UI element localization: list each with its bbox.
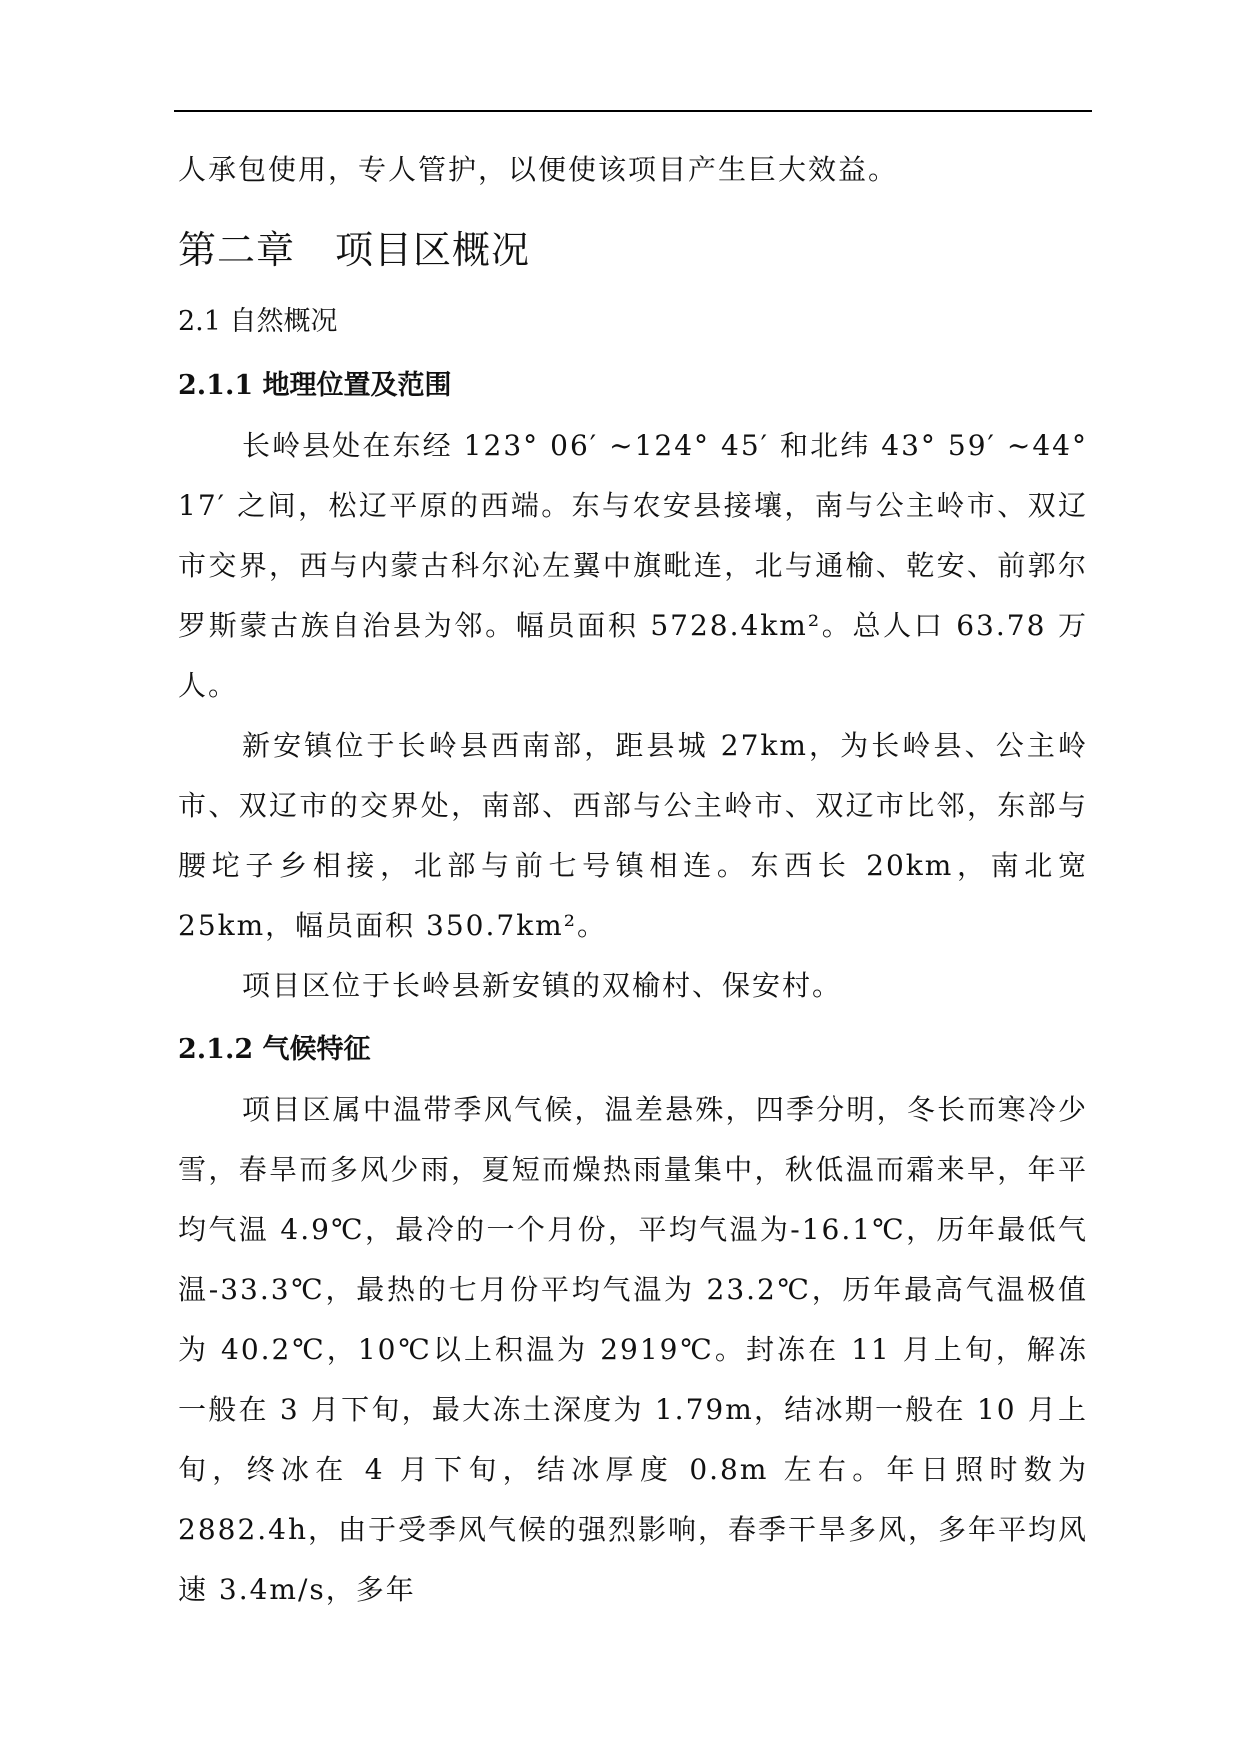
subsection-heading-location: 2.1.1 地理位置及范围	[178, 370, 452, 401]
paragraph-location: 长岭县处在东经 123° 06′ ~124° 45′ 和北纬 43° 59′ ~44° 17′ 之间，松辽平原的西端。东与农安县接壤，南与公主岭市、双辽市交界，西与内蒙古科尔沁左翼中旗毗连，北与通榆、乾安、前郭尔罗斯蒙古族自治县为邻。幅员面积 5728.4km²。总人口 63.78 万人。	[178, 429, 1088, 702]
section-heading: 2.1 自然概况	[178, 306, 338, 337]
continuation-paragraph: 人承包使用，专人管护，以便使该项目产生巨大效益。	[178, 153, 899, 186]
header-rule	[174, 110, 1092, 112]
document-body	[178, 140, 1088, 1620]
chapter-number: 第二章	[178, 228, 296, 272]
paragraph-xinan-town: 新安镇位于长岭县西南部，距县城 27km，为长岭县、公主岭市、双辽市的交界处，南部、西部与公主岭市、双辽市比邻，东部与腰坨子乡相接，北部与前七号镇相连。东西长 20km，南北宽 25km，幅员面积 350.7km²。	[178, 729, 1088, 942]
paragraph-climate: 项目区属中温带季风气候，温差悬殊，四季分明，冬长而寒冷少雪，春旱而多风少雨，夏短而燥热雨量集中，秋低温而霜来早，年平均气温 4.9℃，最冷的一个月份，平均气温为-16.1℃，历年最低气温-33.3℃，最热的七月份平均气温为 23.2℃，历年最高气温极值为 40.2℃，10℃以上积温为 2919℃。封冻在 11 月上旬，解冻一般在 3 月下旬，最大冻土深度为 1.79m，结冰期一般在 10 月上旬，终冰在 4 月下旬，结冰厚度 0.8m 左右。年日照时数为 2882.4h，由于受季风气候的强烈影响，春季干旱多风，多年平均风速 3.4m/s，多年	[178, 1093, 1089, 1606]
chapter-heading	[178, 220, 1088, 280]
chapter-title: 项目区概况	[335, 228, 531, 272]
paragraph-project-area: 项目区位于长岭县新安镇的双榆村、保安村。	[242, 969, 843, 1002]
subsection-heading-climate: 2.1.2 气候特征	[178, 1034, 371, 1065]
